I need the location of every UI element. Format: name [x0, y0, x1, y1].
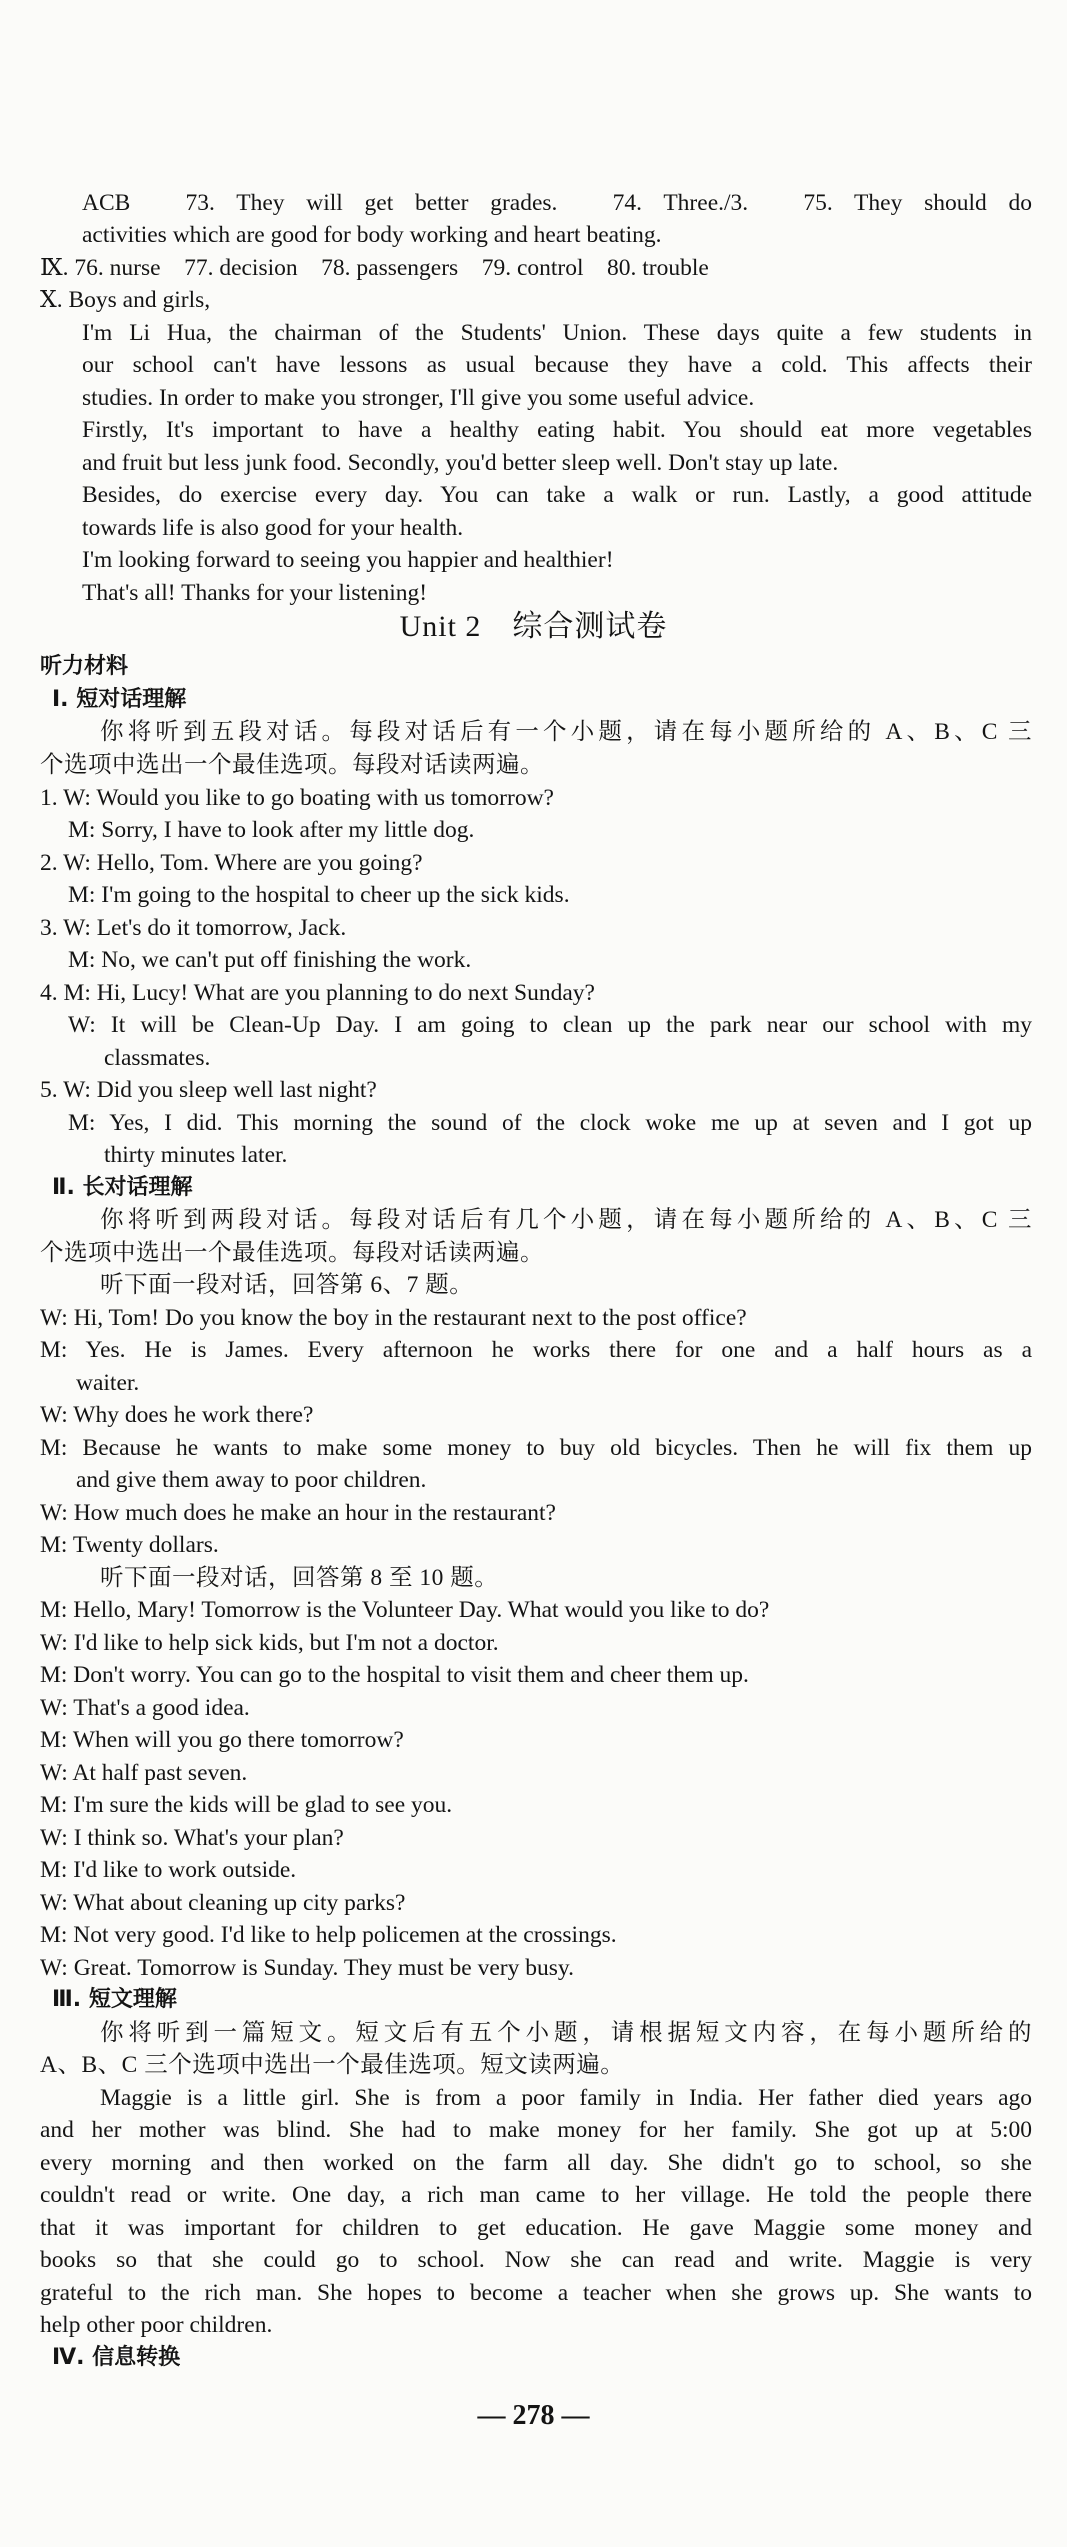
- dialogue-line: 1. W: Would you like to go boating with us tomorrow?: [40, 785, 554, 811]
- dialogue-line: M: Yes. He is James. Every afternoon he works there for one and a half hours as a: [40, 1337, 1032, 1363]
- dialogue-line: M: I'm going to the hospital to cheer up the sick kids.: [68, 882, 570, 908]
- dialogue-line: 2. W: Hello, Tom. Where are you going?: [40, 850, 423, 876]
- sub-instruction: 听下面一段对话，回答第 8 至 10 题。: [100, 1565, 499, 1591]
- passage-line: and her mother was blind. She had to make money for her family. She got up at 5:00: [40, 2117, 1032, 2143]
- essay-line: studies. In order to make you stronger, I'll give you some useful advice.: [82, 385, 755, 411]
- dialogue-line: 4. M: Hi, Lucy! What are you planning to do next Sunday?: [40, 980, 595, 1006]
- dialogue-line: M: Hello, Mary! Tomorrow is the Volunteer Day. What would you like to do?: [40, 1597, 770, 1623]
- section-instructions: 个选项中选出一个最佳选项。每段对话读两遍。: [40, 752, 544, 778]
- section-instructions: 你将听到五段对话。每段对话后有一个小题，请在每小题所给的 A、B、C 三: [100, 719, 1032, 745]
- passage-line: couldn't read or write. One day, a rich man came to her village. He told the people there: [40, 2182, 1032, 2208]
- section-instructions: A、B、C 三个选项中选出一个最佳选项。短文读两遍。: [40, 2052, 625, 2078]
- sub-instruction: 听下面一段对话，回答第 6、7 题。: [100, 1272, 474, 1298]
- dialogue-line: M: Don't worry. You can go to the hospital to visit them and cheer them up.: [40, 1662, 749, 1688]
- essay-line: and fruit but less junk food. Secondly, you'd better sleep well. Don't stay up late.: [82, 450, 839, 476]
- page-number: — 278 —: [477, 2400, 590, 2431]
- dialogue-line: M: Twenty dollars.: [40, 1532, 219, 1558]
- dialogue-line: M: Not very good. I'd like to help policemen at the crossings.: [40, 1922, 617, 1948]
- essay-line: I'm Li Hua, the chairman of the Students' Union. These days quite a few students in: [82, 320, 1032, 346]
- essay-salutation: Ⅹ. Boys and girls,: [40, 287, 211, 313]
- unit-title: Unit 2 综合测试卷: [399, 610, 668, 643]
- dialogue-line: M: I'm sure the kids will be glad to see you.: [40, 1792, 453, 1818]
- essay-line: towards life is also good for your health.: [82, 515, 464, 541]
- dialogue-line: W: I think so. What's your plan?: [40, 1825, 344, 1851]
- answer-line-ix: Ⅸ. 76. nurse 77. decision 78. passengers 79. control 80. trouble: [40, 255, 709, 281]
- section-heading: Ⅰ. 短对话理解: [52, 687, 187, 712]
- section-instructions: 你将听到一篇短文。短文后有五个小题，请根据短文内容，在每小题所给的: [100, 2020, 1032, 2046]
- dialogue-line: M: Sorry, I have to look after my little dog.: [68, 817, 475, 843]
- section-heading: Ⅳ. 信息转换: [52, 2345, 181, 2370]
- dialogue-line: 3. W: Let's do it tomorrow, Jack.: [40, 915, 347, 941]
- dialogue-line: thirty minutes later.: [104, 1142, 288, 1168]
- essay-line: That's all! Thanks for your listening!: [82, 580, 428, 606]
- section-instructions: 个选项中选出一个最佳选项。每段对话读两遍。: [40, 1240, 544, 1266]
- dialogue-line: M: I'd like to work outside.: [40, 1857, 297, 1883]
- dialogue-line: classmates.: [104, 1045, 211, 1071]
- listening-heading: 听力材料: [40, 654, 129, 679]
- dialogue-line: W: That's a good idea.: [40, 1695, 250, 1721]
- dialogue-line: waiter.: [76, 1370, 140, 1396]
- section-heading: Ⅱ. 长对话理解: [52, 1175, 193, 1200]
- dialogue-line: 5. W: Did you sleep well last night?: [40, 1077, 377, 1103]
- section-instructions: 你将听到两段对话。每段对话后有几个小题，请在每小题所给的 A、B、C 三: [100, 1207, 1032, 1233]
- dialogue-line: W: Hi, Tom! Do you know the boy in the restaurant next to the post office?: [40, 1305, 747, 1331]
- dialogue-line: W: At half past seven.: [40, 1760, 248, 1786]
- essay-line: Firstly, It's important to have a healthy eating habit. You should eat more vegetables: [82, 417, 1032, 443]
- dialogue-line: W: How much does he make an hour in the restaurant?: [40, 1500, 556, 1526]
- dialogue-line: and give them away to poor children.: [76, 1467, 427, 1493]
- passage-line: that it was important for children to get education. He gave Maggie some money and: [40, 2215, 1032, 2241]
- dialogue-line: M: Yes, I did. This morning the sound of the clock woke me up at seven and I got up: [68, 1110, 1032, 1136]
- passage-line: help other poor children.: [40, 2312, 273, 2338]
- essay-line: Besides, do exercise every day. You can take a walk or run. Lastly, a good attitude: [82, 482, 1032, 508]
- dialogue-line: M: Because he wants to make some money to buy old bicycles. Then he will fix them up: [40, 1435, 1032, 1461]
- dialogue-line: M: When will you go there tomorrow?: [40, 1727, 404, 1753]
- answer-line: activities which are good for body working and heart beating.: [82, 222, 662, 248]
- passage-line: books so that she could go to school. Now she can read and write. Maggie is very: [40, 2247, 1032, 2273]
- dialogue-line: W: Why does he work there?: [40, 1402, 314, 1428]
- dialogue-line: W: I'd like to help sick kids, but I'm not a doctor.: [40, 1630, 499, 1656]
- dialogue-line: M: No, we can't put off finishing the work.: [68, 947, 472, 973]
- passage-line: every morning and then worked on the farm all day. She didn't go to school, so she: [40, 2150, 1032, 2176]
- dialogue-line: W: Great. Tomorrow is Sunday. They must be very busy.: [40, 1955, 574, 1981]
- passage-line: grateful to the rich man. She hopes to become a teacher when she grows up. She wants to: [40, 2280, 1032, 2306]
- answer-line: ACB 73. They will get better grades. 74. Three./3. 75. They should do: [82, 190, 1032, 216]
- dialogue-line: W: What about cleaning up city parks?: [40, 1890, 406, 1916]
- dialogue-line: W: It will be Clean-Up Day. I am going to clean up the park near our school with my: [68, 1012, 1032, 1038]
- section-heading: Ⅲ. 短文理解: [52, 1987, 177, 2012]
- passage-line: Maggie is a little girl. She is from a poor family in India. Her father died years ago: [100, 2085, 1032, 2111]
- essay-line: I'm looking forward to seeing you happier and healthier!: [82, 547, 614, 573]
- essay-line: our school can't have lessons as usual because they have a cold. This affects their: [82, 352, 1032, 378]
